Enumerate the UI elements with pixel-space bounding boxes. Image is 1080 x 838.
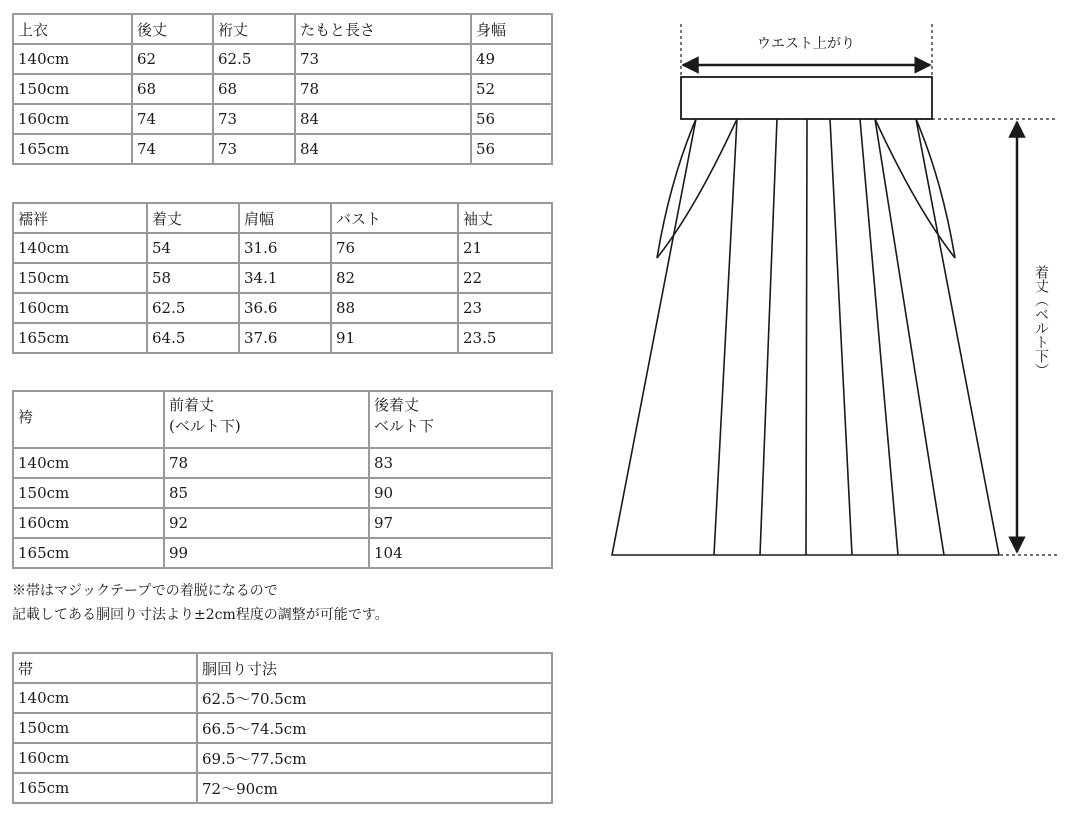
- table-cell: 76: [331, 233, 458, 263]
- table-cell: 91: [331, 323, 458, 353]
- table-row: [13, 263, 552, 293]
- table-header-row: [13, 203, 552, 233]
- table-cell: 37.6: [239, 323, 331, 353]
- table-row: [13, 478, 552, 508]
- table-cell: 92: [164, 508, 369, 538]
- table-cell: 49: [471, 44, 552, 74]
- table-cell: 31.6: [239, 233, 331, 263]
- table-cell: 150cm: [13, 713, 197, 743]
- table-cell: 62: [132, 44, 213, 74]
- header-cell: 上衣: [13, 14, 132, 44]
- header-cell: 袖丈: [458, 203, 552, 233]
- header-cell: 裄丈: [213, 14, 295, 44]
- table-row: [13, 44, 552, 74]
- table-cell: 73: [295, 44, 471, 74]
- table-cell: 68: [132, 74, 213, 104]
- table-row: [13, 743, 552, 773]
- table-cell: 64.5: [147, 323, 239, 353]
- table-cell: 21: [458, 233, 552, 263]
- table-cell: 84: [295, 134, 471, 164]
- table-row: [13, 293, 552, 323]
- table-row: [13, 683, 552, 713]
- table-cell: 83: [369, 448, 552, 478]
- header-sublabel: ベルト下: [374, 417, 435, 435]
- obi-size-table: [12, 652, 553, 804]
- hakama-size-table: [12, 390, 553, 569]
- table-cell: 23: [458, 293, 552, 323]
- header-cell: バスト: [331, 203, 458, 233]
- table-cell: 160cm: [13, 743, 197, 773]
- obi-note-line-2: 記載してある胴回り寸法より±2cm程度の調整が可能です。: [12, 607, 389, 623]
- table-cell: 140cm: [13, 448, 164, 478]
- hakama-body: [612, 119, 999, 555]
- table-cell: 99: [164, 538, 369, 568]
- table-row: [13, 713, 552, 743]
- table-cell: 140cm: [13, 44, 132, 74]
- table-header-row: [13, 14, 552, 44]
- obi-note-line-1: ※帯はマジックテープでの着脱になるので: [12, 583, 278, 599]
- jacket-size-table: [12, 13, 553, 165]
- header-label: 袴: [18, 408, 34, 426]
- table-row: [13, 448, 552, 478]
- underkimono-size-table: [12, 202, 553, 354]
- header-cell: 胴回り寸法: [197, 653, 552, 683]
- table-row: [13, 323, 552, 353]
- table-cell: 165cm: [13, 323, 147, 353]
- table-row: [13, 233, 552, 263]
- table-cell: 88: [331, 293, 458, 323]
- hakama-diagram: [600, 10, 1070, 570]
- table-cell: 78: [295, 74, 471, 104]
- table-cell: 165cm: [13, 773, 197, 803]
- header-cell: たもと長さ: [295, 14, 471, 44]
- table-cell: 150cm: [13, 263, 147, 293]
- table-cell: 73: [213, 104, 295, 134]
- table-header-row: [13, 653, 552, 683]
- table-cell: 104: [369, 538, 552, 568]
- table-cell: 165cm: [13, 134, 132, 164]
- table-cell: 62.5: [213, 44, 295, 74]
- table-header-row: [13, 391, 552, 448]
- table-row: [13, 134, 552, 164]
- table-cell: 56: [471, 134, 552, 164]
- table-cell: 160cm: [13, 104, 132, 134]
- table-cell: 54: [147, 233, 239, 263]
- header-cell: [13, 391, 164, 448]
- table-cell: 72〜90cm: [197, 773, 552, 803]
- table-cell: 66.5〜74.5cm: [197, 713, 552, 743]
- table-cell: 62.5〜70.5cm: [197, 683, 552, 713]
- table-row: [13, 508, 552, 538]
- table-cell: 69.5〜77.5cm: [197, 743, 552, 773]
- header-cell: 襦袢: [13, 203, 147, 233]
- table-cell: 150cm: [13, 74, 132, 104]
- length-label: 着丈（ベルト下）: [1033, 265, 1049, 377]
- table-cell: 74: [132, 134, 213, 164]
- header-sublabel: (ベルト下): [169, 417, 241, 435]
- header-cell: [369, 391, 552, 448]
- table-cell: 90: [369, 478, 552, 508]
- header-cell: 肩幅: [239, 203, 331, 233]
- table-cell: 22: [458, 263, 552, 293]
- waistband: [681, 77, 932, 119]
- table-cell: 165cm: [13, 538, 164, 568]
- table-cell: 160cm: [13, 508, 164, 538]
- table-cell: 78: [164, 448, 369, 478]
- table-cell: 36.6: [239, 293, 331, 323]
- table-cell: 73: [213, 134, 295, 164]
- waist-label: ウエスト上がり: [757, 36, 855, 52]
- table-cell: 85: [164, 478, 369, 508]
- header-cell: 後丈: [132, 14, 213, 44]
- table-cell: 74: [132, 104, 213, 134]
- table-row: [13, 773, 552, 803]
- table-row: [13, 538, 552, 568]
- table-cell: 150cm: [13, 478, 164, 508]
- table-cell: 97: [369, 508, 552, 538]
- table-cell: 23.5: [458, 323, 552, 353]
- table-cell: 34.1: [239, 263, 331, 293]
- table-cell: 52: [471, 74, 552, 104]
- table-cell: 140cm: [13, 233, 147, 263]
- table-row: [13, 104, 552, 134]
- table-cell: 140cm: [13, 683, 197, 713]
- table-cell: 84: [295, 104, 471, 134]
- header-label: 後着丈: [374, 396, 420, 414]
- table-cell: 160cm: [13, 293, 147, 323]
- table-cell: 62.5: [147, 293, 239, 323]
- table-row: [13, 74, 552, 104]
- header-cell: 着丈: [147, 203, 239, 233]
- table-cell: 58: [147, 263, 239, 293]
- header-label: 前着丈: [169, 396, 215, 414]
- table-cell: 56: [471, 104, 552, 134]
- header-cell: 帯: [13, 653, 197, 683]
- header-cell: [164, 391, 369, 448]
- table-cell: 68: [213, 74, 295, 104]
- header-cell: 身幅: [471, 14, 552, 44]
- table-cell: 82: [331, 263, 458, 293]
